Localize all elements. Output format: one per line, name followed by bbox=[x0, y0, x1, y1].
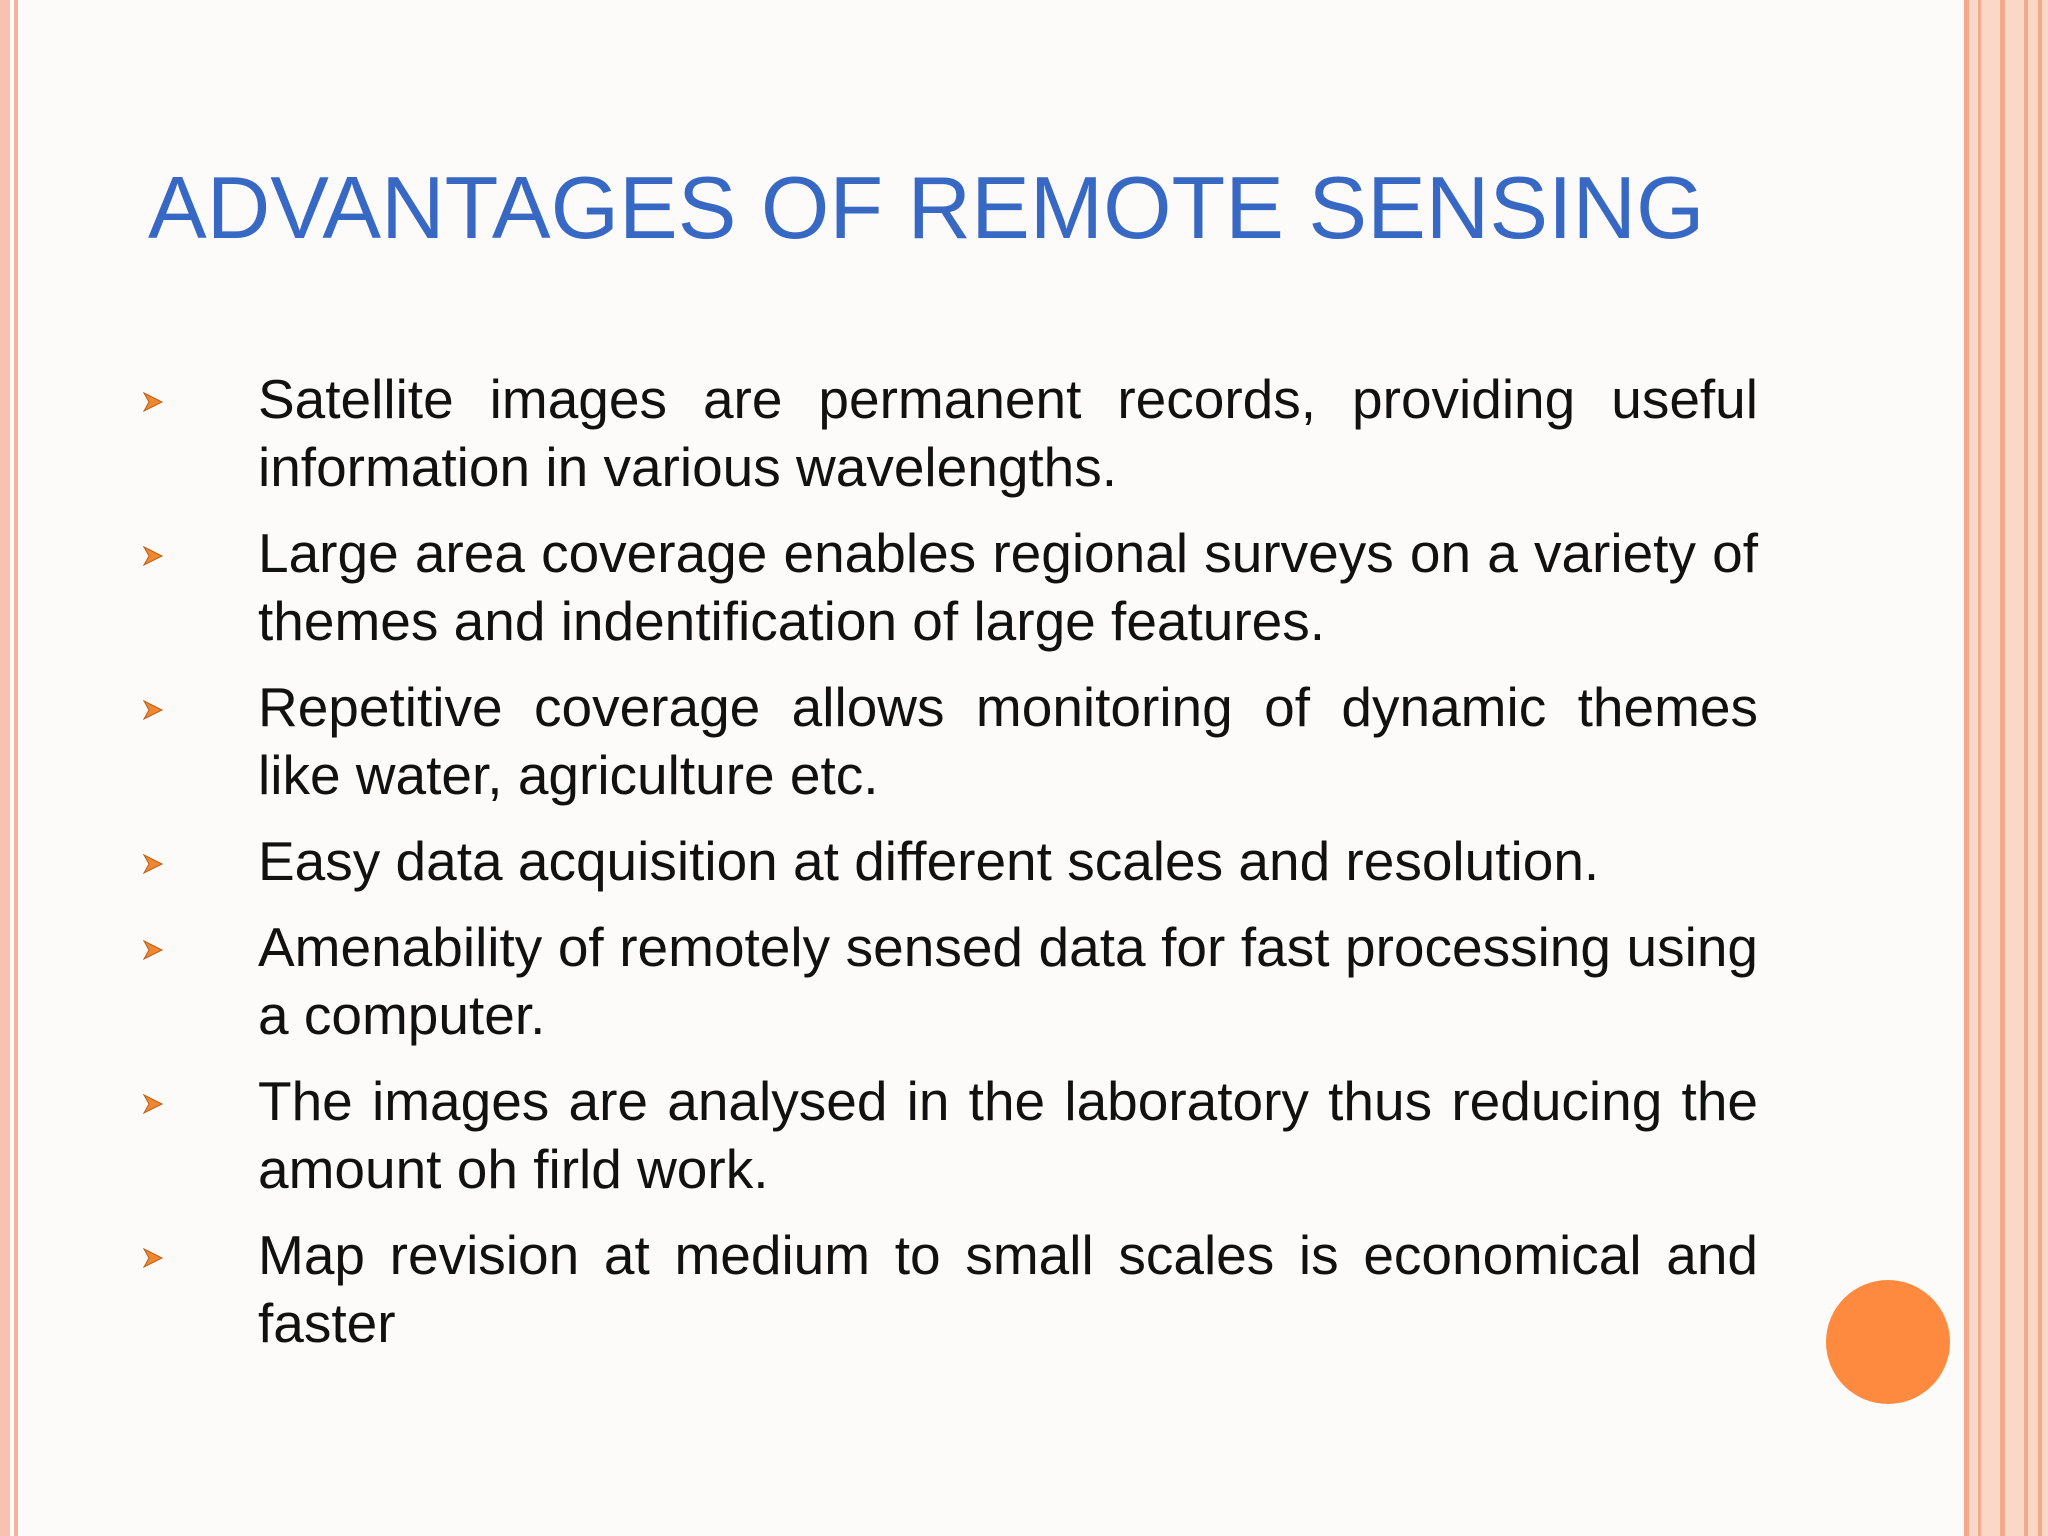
slide-title: ADVANTAGES OF REMOTE SENSING bbox=[148, 158, 1705, 257]
arrowhead-bullet-icon bbox=[138, 1067, 258, 1135]
bullet-text: Satellite images are permanent records, providing useful information in various wavelengths. bbox=[258, 368, 1758, 498]
arrowhead-bullet-icon bbox=[138, 365, 258, 433]
orange-accent-circle bbox=[1826, 1280, 1950, 1404]
arrowhead-bullet-icon bbox=[138, 827, 258, 895]
bullet-text: The images are analysed in the laboratory thus reducing the amount oh firld work. bbox=[258, 1070, 1758, 1200]
arrowhead-bullet-icon bbox=[138, 1221, 258, 1289]
bullet-text: Large area coverage enables regional surveys on a variety of themes and indentification of large features. bbox=[258, 522, 1758, 652]
bullet-text: Repetitive coverage allows monitoring of dynamic themes like water, agriculture etc. bbox=[258, 676, 1758, 806]
arrowhead-bullet-icon bbox=[138, 519, 258, 587]
right-border-line bbox=[2000, 0, 2005, 1536]
right-border-line bbox=[1978, 0, 1981, 1536]
bullet-item bbox=[138, 913, 1758, 1049]
left-border-line bbox=[14, 0, 18, 1536]
bullet-item bbox=[138, 827, 1758, 895]
bullet-text: Easy data acquisition at different scales and resolution. bbox=[258, 830, 1600, 892]
arrowhead-bullet-icon bbox=[138, 913, 258, 981]
right-border-line bbox=[2024, 0, 2028, 1536]
left-border-decoration bbox=[0, 0, 10, 1536]
right-border-line bbox=[2038, 0, 2042, 1536]
bullet-item bbox=[138, 673, 1758, 809]
bullet-list bbox=[138, 365, 1758, 1375]
bullet-item bbox=[138, 519, 1758, 655]
bullet-item bbox=[138, 1067, 1758, 1203]
right-border-decoration bbox=[1964, 0, 2048, 1536]
bullet-text: Amenability of remotely sensed data for fast processing using a computer. bbox=[258, 916, 1758, 1046]
bullet-item bbox=[138, 365, 1758, 501]
bullet-text: Map revision at medium to small scales is economical and faster bbox=[258, 1224, 1758, 1354]
arrowhead-bullet-icon bbox=[138, 673, 258, 741]
bullet-item bbox=[138, 1221, 1758, 1357]
right-border-line bbox=[1964, 0, 1969, 1536]
